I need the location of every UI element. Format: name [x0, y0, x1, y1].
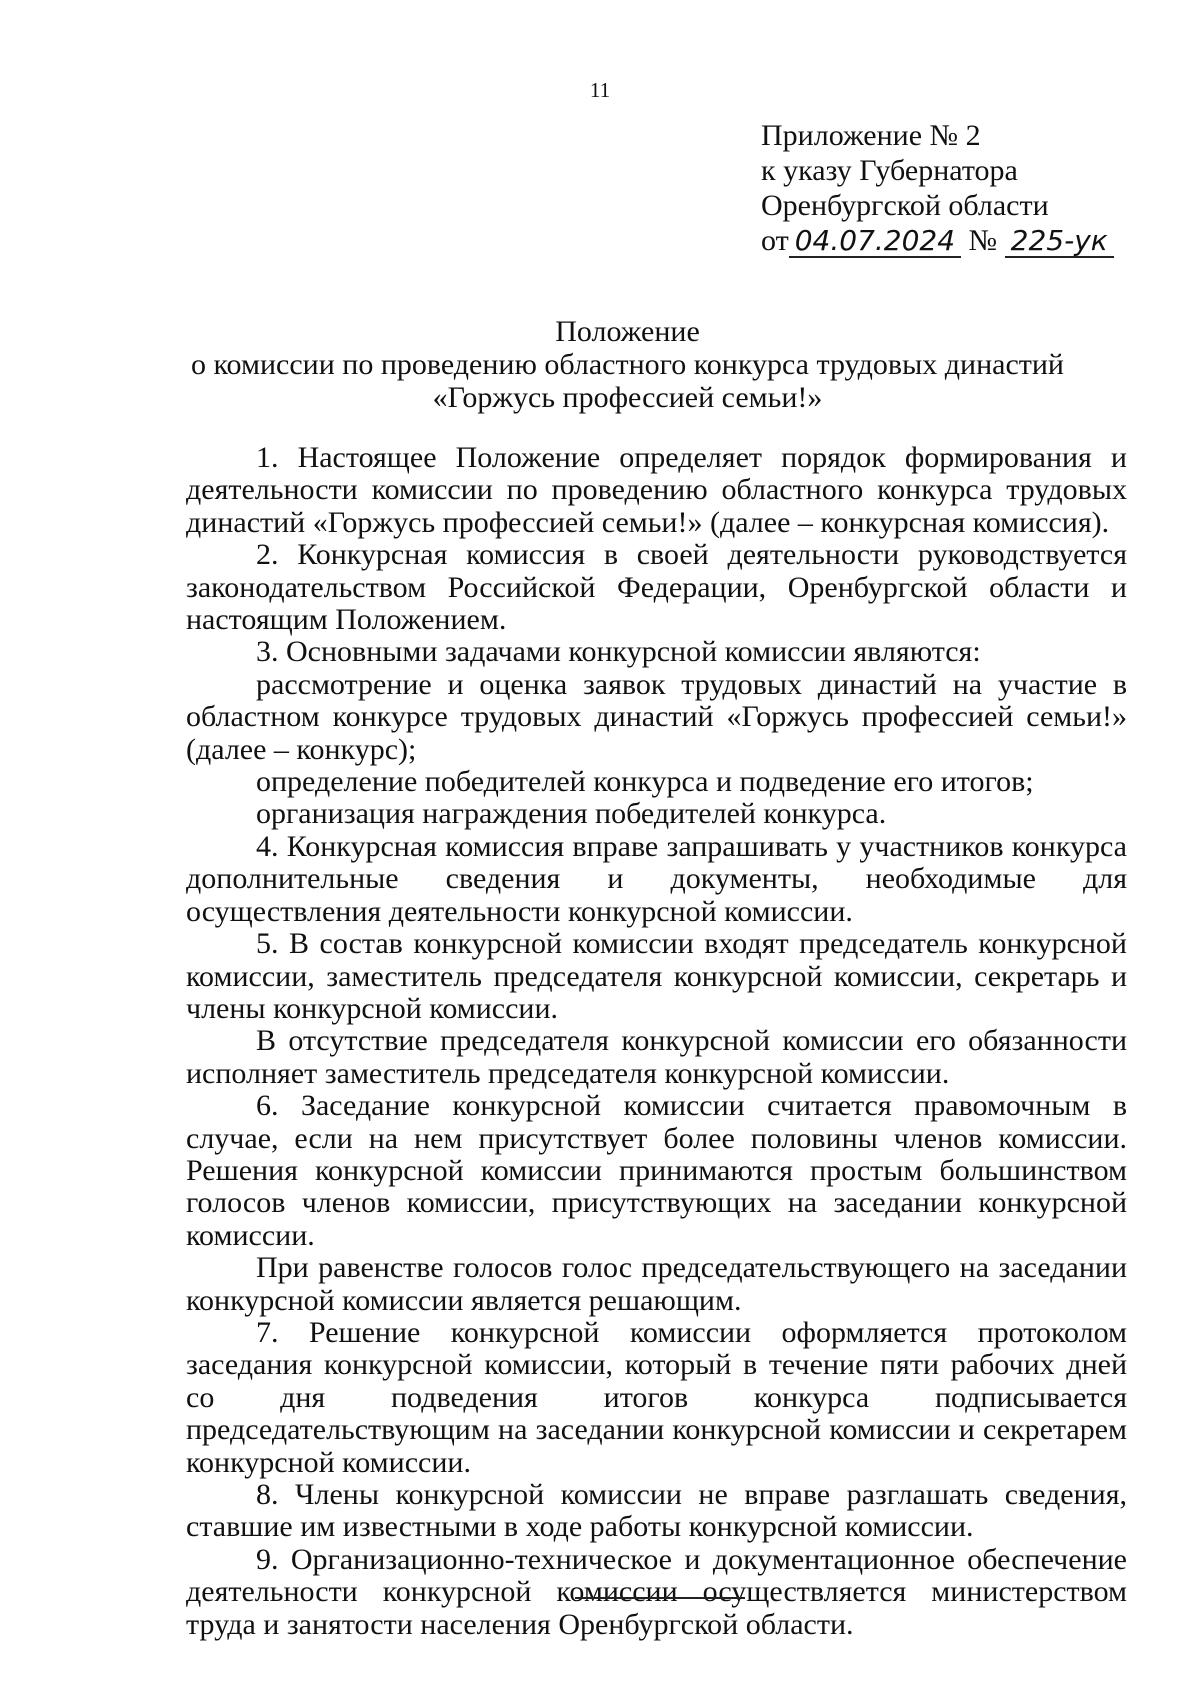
- title-line-2: о комиссии по проведению областного конкурса трудовых династий: [191, 348, 1064, 381]
- page-number: 11: [589, 78, 611, 102]
- paragraph: 5. В состав конкурсной комиссии входят председатель конкурсной комиссии, заместитель председателя конкурсной комиссии, секретарь и члены конкурсной комиссии.: [186, 927, 1127, 1025]
- paragraph: 2. Конкурсная комиссия в своей деятельности руководствуется законодательством Российской Федерации, Оренбургской области и настоящим Положением.: [186, 538, 1127, 637]
- appendix-header: [761, 118, 1181, 258]
- document-body: [186, 442, 1127, 1641]
- paragraph: организация награждения победителей конкурса.: [256, 797, 887, 831]
- paragraph: 7. Решение конкурсной комиссии оформляется протоколом заседания конкурсной комиссии, который в течение пяти рабочих дней со дня подведения итогов конкурса подписывается председательствующим на заседании конкурсной комиссии и секретарем конкурсной комиссии.: [186, 1315, 1127, 1479]
- appendix-title: Приложение № 2: [761, 119, 981, 152]
- paragraph: 1. Настоящее Положение определяет порядок формирования и деятельности комиссии по проведению областного конкурса трудовых династий «Горжусь профессией семьи!» (далее – конкурсная комиссия).: [186, 441, 1127, 539]
- paragraph: 8. Члены конкурсной комиссии не вправе разглашать сведения, ставшие им известными в ходе работы конкурсной комиссии.: [186, 1478, 1127, 1544]
- number-label: №: [968, 224, 998, 257]
- handwritten-date: 04.07.2024: [789, 226, 961, 258]
- paragraph: При равенстве голосов голос председательствующего на заседании конкурсной комиссии является решающим.: [186, 1251, 1127, 1317]
- from-label: от: [761, 224, 789, 257]
- paragraph: 3. Основными задачами конкурсной комиссии являются:: [256, 635, 981, 669]
- title-line-1: Положение: [555, 315, 700, 348]
- paragraph: 6. Заседание конкурсной комиссии считается правомочным в случае, если на нем присутствует более половины членов комиссии. Решения конкурсной комиссии принимаются простым большинством голосов членов комиссии, присутствующих на заседании конкурсной комиссии.: [186, 1089, 1127, 1252]
- appendix-region: Оренбургской области: [761, 189, 1049, 222]
- appendix-decree-ref: к указу Губернатора: [761, 154, 1018, 187]
- appendix-date-number: [761, 223, 1181, 258]
- title-line-3: «Горжусь профессией семьи!»: [432, 381, 823, 414]
- end-divider: [575, 1597, 745, 1599]
- paragraph: 9. Организационно-техническое и документационное обеспечение деятельности конкурсной комиссии осуществляется министерством труда и занятости населения Оренбургской области.: [186, 1542, 1127, 1641]
- document-title: [185, 315, 1070, 414]
- paragraph: рассмотрение и оценка заявок трудовых династий на участие в областном конкурсе трудовых династий «Горжусь профессией семьи!» (далее – конкурс);: [186, 667, 1127, 766]
- handwritten-number: 225-ук: [1005, 226, 1114, 258]
- paragraph: В отсутствие председателя конкурсной комиссии его обязанности исполняет заместитель председателя конкурсной комиссии.: [186, 1024, 1127, 1090]
- paragraph: 4. Конкурсная комиссия вправе запрашивать у участников конкурса дополнительные сведения и документы, необходимые для осуществления деятельности конкурсной комиссии.: [186, 829, 1127, 928]
- paragraph: определение победителей конкурса и подведение его итогов;: [256, 765, 1034, 799]
